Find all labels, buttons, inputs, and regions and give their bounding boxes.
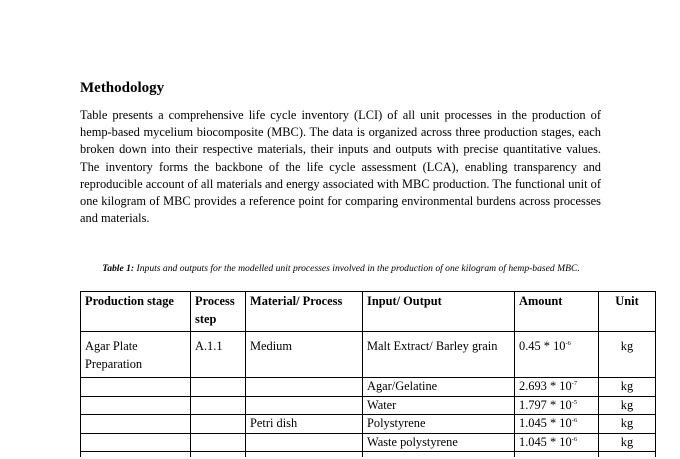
col-header-unit: Unit [599, 292, 656, 332]
table-row-partial [81, 452, 656, 458]
methodology-paragraph: Table presents a comprehensive life cycle inventory (LCI) of all unit processes in the production of hemp-based mycelium biocomposite (MBC). The data is organized across three production stages, each broken down into their respective materials, their inputs and outputs with precise quantitative values. The inventory forms the backbone of the life cycle assessment (LCA), enabling transparency and reproducible account of all materials and energy associated with MBC production. The functional unit of one kilogram of MBC provides a reference point for comparing environmental burdens across processes and materials. [80, 108, 601, 226]
section-heading: Methodology [80, 80, 165, 96]
col-header-amount: Amount [515, 292, 599, 332]
cell-material: Medium [246, 332, 363, 378]
cell-step [191, 396, 246, 415]
cell-unit: kg [599, 433, 656, 452]
cell-io: Agar/Gelatine [363, 378, 515, 397]
col-header-material: Material/ Process [246, 292, 363, 332]
cell-material [246, 378, 363, 397]
table-row [81, 332, 656, 378]
col-header-step: Process step [191, 292, 246, 332]
cell-step [191, 378, 246, 397]
cell-step: A.1.1 [191, 332, 246, 378]
cell-io: Polystyrene [363, 415, 515, 434]
cell-stage [81, 415, 191, 434]
cell-amount: $1.797 * 10^{-5}$ [515, 396, 599, 415]
cell-amount: $2.693 * 10^{-7}$ [515, 378, 599, 397]
cell-step [191, 433, 246, 452]
table-row [81, 433, 656, 452]
cell-stage [81, 433, 191, 452]
cell-stage [81, 378, 191, 397]
table-caption-text: Inputs and outputs for the modelled unit processes involved in the production of one kilogram of hemp-based MBC. [136, 263, 580, 274]
table-caption-label: Table 1: [102, 263, 135, 274]
table-header-row [81, 292, 656, 332]
table-row [81, 396, 656, 415]
cell-io: Water [363, 396, 515, 415]
cell-step [191, 415, 246, 434]
cell-io: Waste polystyrene [363, 433, 515, 452]
cell-material: Petri dish [246, 415, 363, 434]
cell-amount: $0.45 * 10^{-6}$ [515, 332, 599, 378]
table-row [81, 415, 656, 434]
lci-table [80, 291, 656, 457]
cell-io: Malt Extract/ Barley grain [363, 332, 515, 378]
cell-amount: $1.045 * 10^{-6}$ [515, 415, 599, 434]
col-header-io: Input/ Output [363, 292, 515, 332]
cell-unit: kg [599, 378, 656, 397]
cell-stage: Agar Plate Preparation [81, 332, 191, 378]
cell-amount: $1.045 * 10^{-6}$ [515, 433, 599, 452]
table-caption [86, 262, 596, 275]
cell-material [246, 396, 363, 415]
cell-unit: kg [599, 415, 656, 434]
cell-unit: kg [599, 332, 656, 378]
col-header-stage: Production stage [81, 292, 191, 332]
cell-stage [81, 396, 191, 415]
cell-material [246, 433, 363, 452]
table-row [81, 378, 656, 397]
cell-unit: kg [599, 396, 656, 415]
